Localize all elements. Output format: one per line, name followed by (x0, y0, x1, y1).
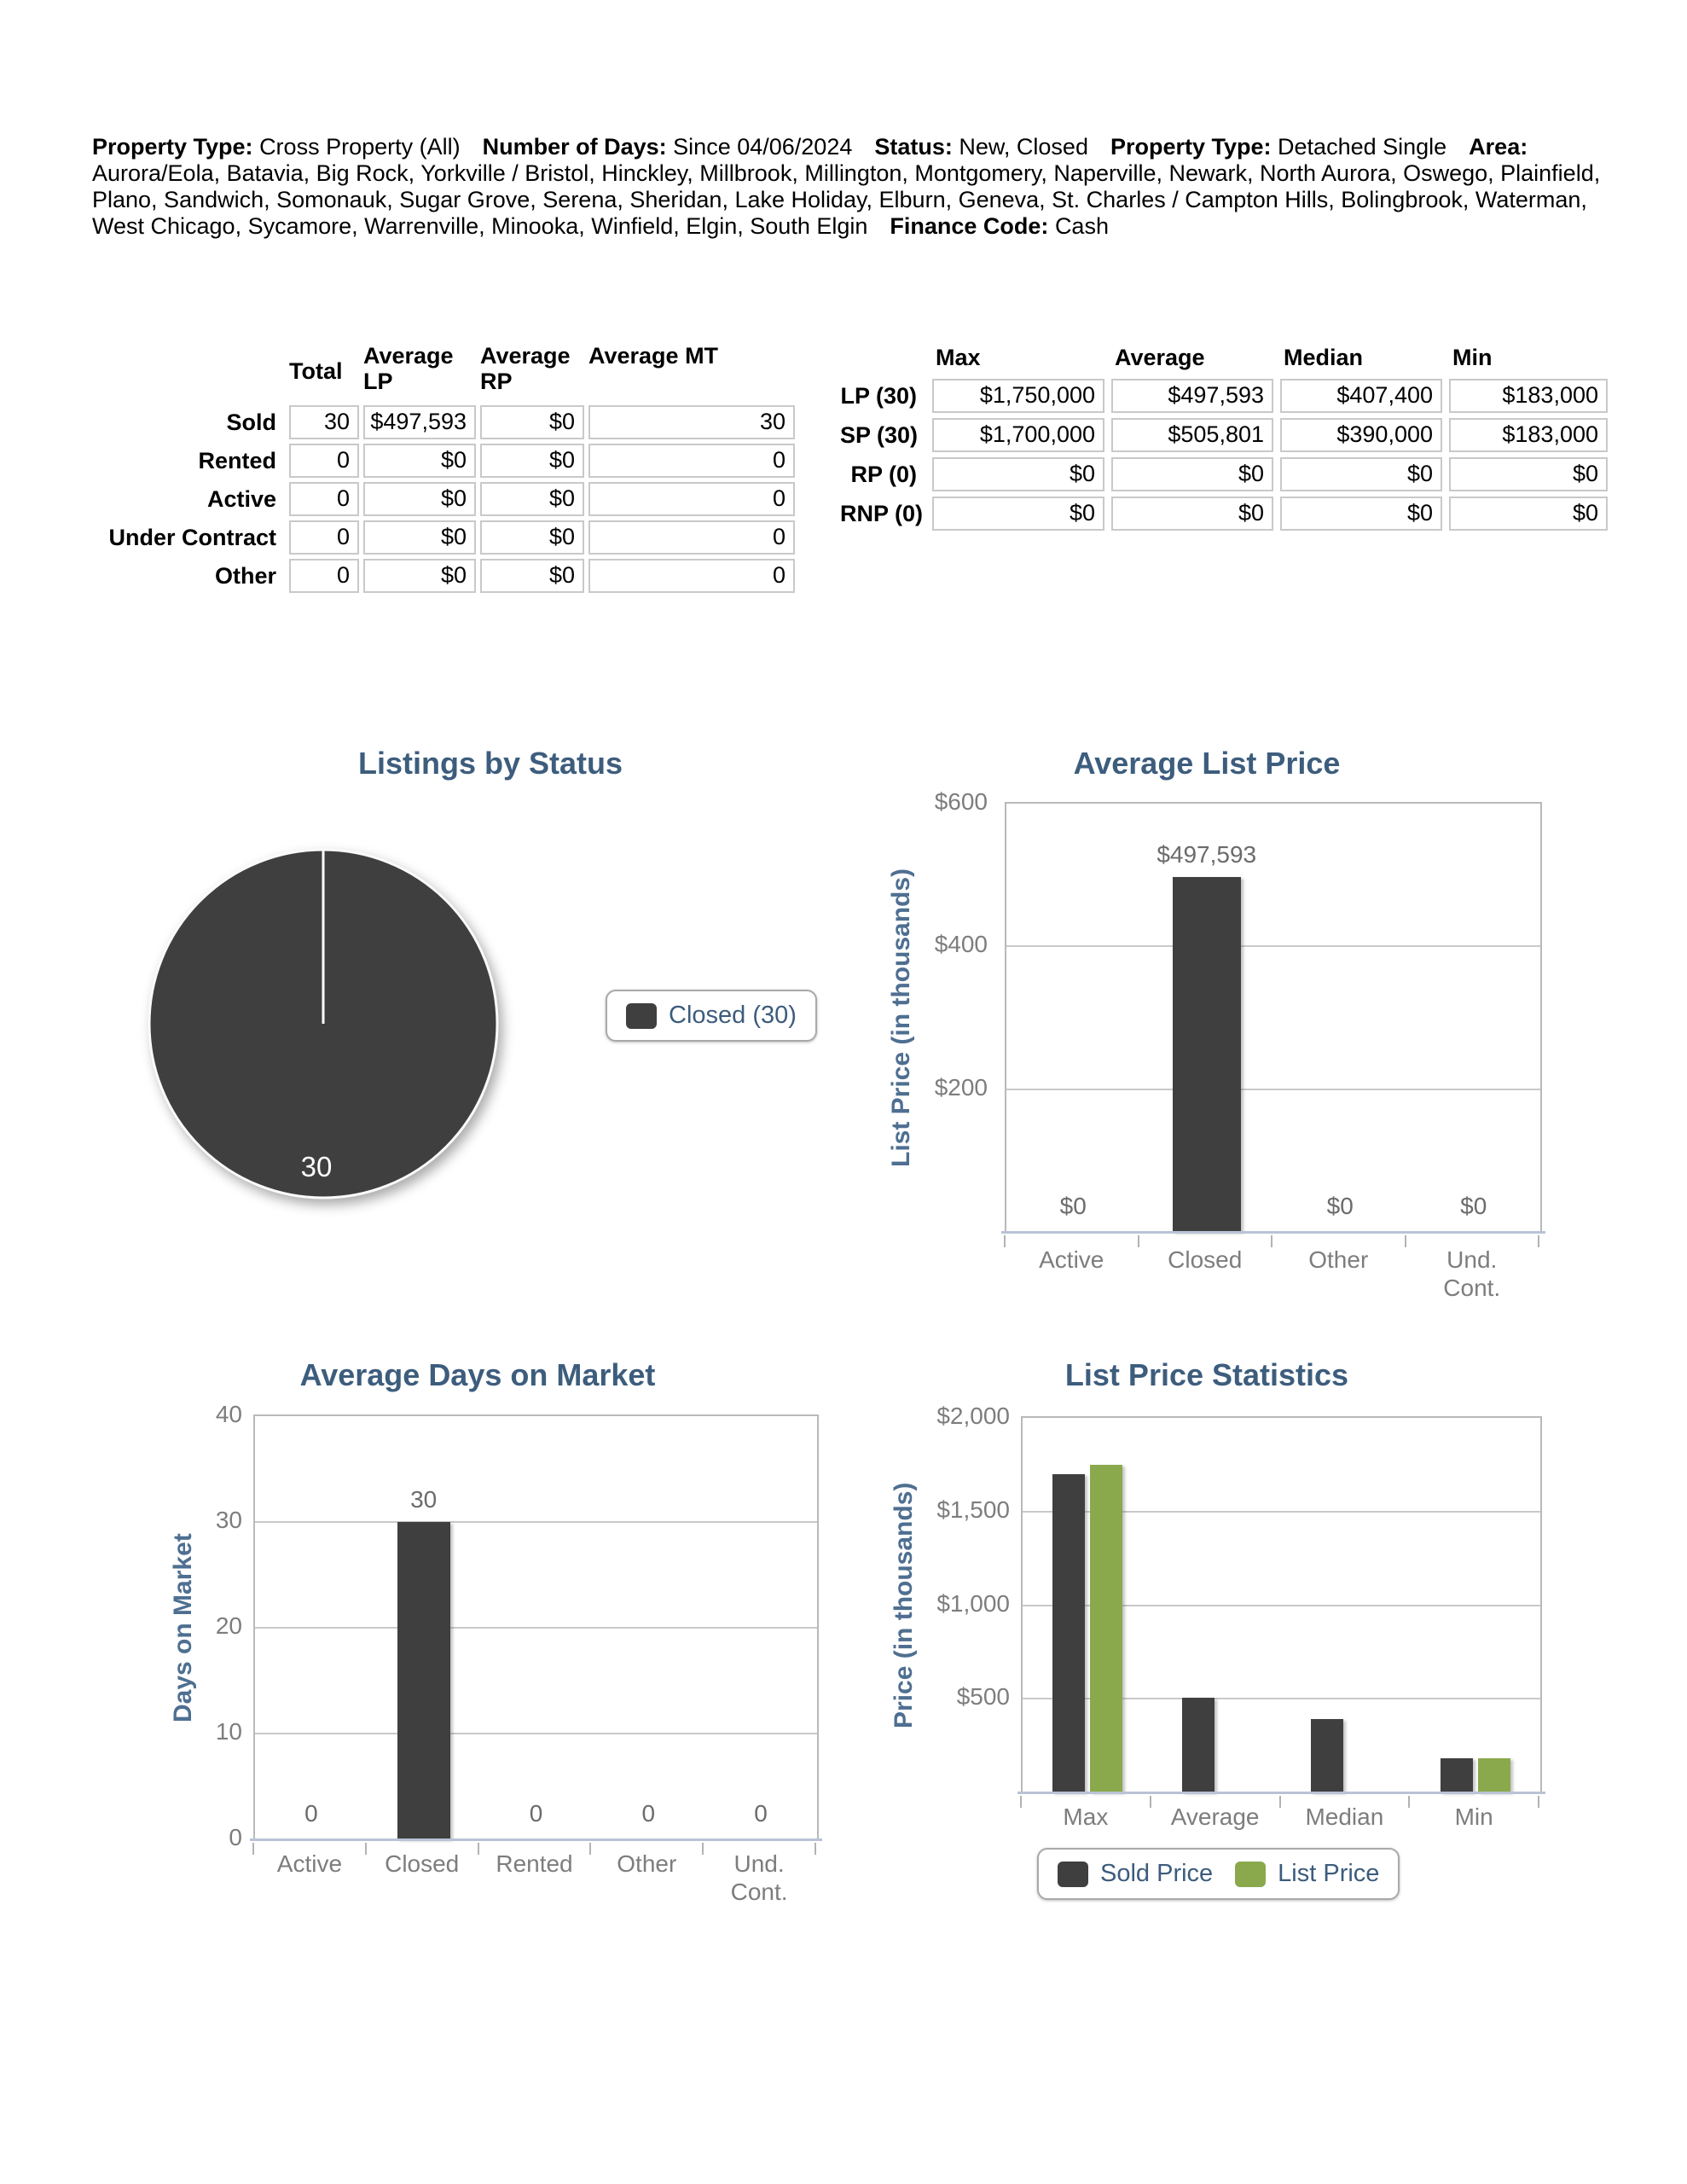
pie-slice-value-label: 30 (300, 1151, 333, 1182)
y-tick-label: $500 (956, 1683, 1010, 1711)
y-axis-label: Price (in thousands) (890, 1482, 918, 1728)
table-corner (840, 343, 925, 374)
bar-value-label: 0 (304, 1800, 318, 1827)
bar-value-label: $0 (1460, 1193, 1487, 1219)
bar-value-label: 0 (529, 1800, 543, 1827)
table-cell: 0 (289, 520, 359, 555)
table-cell: 0 (588, 559, 795, 593)
plot-area (1021, 1416, 1542, 1794)
bar-value-label: 30 (410, 1486, 438, 1513)
criteria-value: Since 04/06/2024 (673, 134, 853, 160)
criteria-value: Cash (1054, 213, 1109, 239)
y-axis-label: Days on Market (169, 1533, 197, 1722)
criteria-label: Area: (1469, 134, 1528, 160)
pie-chart (145, 845, 501, 1202)
column-header: Average LP (363, 343, 454, 394)
column-header: Average RP (480, 343, 571, 394)
y-tick-label: $2,000 (936, 1403, 1010, 1429)
table-cell: 0 (588, 482, 795, 516)
legend-label: Closed (30) (669, 1002, 797, 1029)
chart-title: List Price Statistics (1064, 1357, 1349, 1392)
table-cell: $0 (1449, 457, 1608, 491)
table-cell: $497,593 (363, 405, 476, 439)
closed-series-swatch (626, 1003, 657, 1029)
y-tick-label: $1,500 (936, 1496, 1010, 1523)
x-category-label: Average (1170, 1804, 1260, 1830)
bar (1311, 1719, 1343, 1792)
average-days-on-market-chart (111, 1357, 844, 1972)
list-price-statistics-chart (853, 1357, 1603, 1972)
criteria-value: Cross Property (All) (259, 134, 461, 160)
criteria-label: Number of Days: (482, 134, 667, 160)
sold-price-swatch (1058, 1862, 1088, 1887)
gridline (1006, 1089, 1540, 1090)
y-tick-label: 10 (215, 1718, 242, 1745)
y-axis-label: List Price (in thousands) (887, 868, 915, 1168)
table-cell: $0 (480, 520, 584, 555)
table-cell: $0 (1111, 457, 1273, 491)
table-cell: 0 (588, 444, 795, 478)
chart-title: Listings by Status (357, 746, 623, 781)
legend-label: List Price (1278, 1860, 1380, 1887)
chart-title: Average Days on Market (299, 1357, 656, 1392)
table-cell: $1,700,000 (932, 418, 1104, 452)
table-cell: $0 (480, 482, 584, 516)
criteria-value: Detached Single (1278, 134, 1447, 160)
plot-area (253, 1414, 819, 1841)
table-cell: $183,000 (1449, 379, 1608, 413)
table-cell: $0 (932, 497, 1104, 531)
row-header: LP (30) (840, 383, 917, 409)
legend-entry-list-price (1235, 1860, 1379, 1888)
table-cell: 0 (289, 444, 359, 478)
table-cell: 0 (588, 520, 795, 555)
gridline (255, 1521, 817, 1523)
price-series-legend (1037, 1848, 1400, 1900)
x-category-label: Max (1063, 1804, 1109, 1830)
criteria-label: Status: (874, 134, 953, 160)
table-cell: $407,400 (1280, 379, 1442, 413)
x-category-label: Closed (1168, 1246, 1243, 1273)
column-header: Min (1452, 345, 1493, 370)
criteria-value: New, Closed (959, 134, 1088, 160)
x-axis-labels (253, 1850, 819, 1918)
row-header: Sold (226, 410, 276, 435)
criteria-property-type (92, 134, 461, 160)
y-tick-label: 0 (229, 1824, 242, 1850)
status-summary-table (93, 341, 795, 593)
criteria-property-type-2 (1110, 134, 1446, 160)
table-cell: $1,750,000 (932, 379, 1104, 413)
table-cell: $0 (480, 444, 584, 478)
y-axis-ticks (882, 1403, 1010, 1791)
table-cell: $505,801 (1111, 418, 1273, 452)
table-corner (93, 341, 285, 401)
criteria-label: Property Type: (92, 134, 253, 160)
bar-value-label: $0 (1326, 1193, 1354, 1219)
table-cell: $0 (480, 405, 584, 439)
row-header: Active (206, 486, 276, 512)
row-header: Rented (198, 448, 276, 473)
y-tick-label: 20 (215, 1612, 242, 1639)
row-header: RP (0) (850, 462, 917, 487)
bar (1090, 1465, 1122, 1792)
table-cell: $0 (363, 559, 476, 593)
average-list-price-chart (853, 746, 1603, 1343)
x-category-label: Other (617, 1850, 677, 1877)
gridline (255, 1627, 817, 1629)
gridline (255, 1733, 817, 1734)
gridline (1006, 945, 1540, 947)
y-axis-ticks (126, 1401, 242, 1850)
bar (397, 1522, 450, 1839)
price-summary-table (840, 343, 1608, 531)
criteria-status (874, 134, 1088, 160)
x-category-label: Min (1454, 1804, 1493, 1830)
bar-value-label: $497,593 (1157, 840, 1257, 868)
column-header: Average (1115, 345, 1205, 370)
table-cell: $0 (1280, 457, 1442, 491)
row-header: Other (214, 563, 276, 589)
criteria-label: Property Type: (1110, 134, 1272, 160)
table-cell: $0 (363, 520, 476, 555)
table-cell: $390,000 (1280, 418, 1442, 452)
y-tick-label: 30 (215, 1507, 242, 1533)
criteria-finance-code (890, 213, 1109, 239)
row-header: SP (30) (840, 422, 919, 448)
bar (1478, 1758, 1510, 1792)
y-tick-label: $200 (934, 1073, 988, 1101)
column-header: Total (289, 358, 343, 384)
table-cell: 30 (289, 405, 359, 439)
table-cell: 0 (289, 559, 359, 593)
table-cell: $0 (363, 444, 476, 478)
criteria-label: Finance Code: (890, 213, 1049, 239)
x-category-label: Median (1305, 1804, 1384, 1830)
y-tick-label: $600 (934, 788, 988, 815)
y-tick-label: 40 (215, 1401, 242, 1427)
x-category-label: Active (276, 1850, 343, 1877)
y-axis-ticks (860, 788, 988, 1230)
x-axis-labels (1021, 1803, 1542, 1845)
table-cell: $497,593 (1111, 379, 1273, 413)
table-cell: 0 (289, 482, 359, 516)
x-category-label: Other (1308, 1246, 1369, 1273)
table-cell: $0 (480, 559, 584, 593)
x-axis-labels (1005, 1246, 1542, 1314)
pie-legend (606, 990, 817, 1042)
x-category-label: Rented (496, 1850, 573, 1877)
table-cell: 30 (588, 405, 795, 439)
table-cell: $0 (932, 457, 1104, 491)
criteria-value: Aurora/Eola, Batavia, Big Rock, Yorkville / Bristol, Hinckley, Millbrook, Millington, Montgomery, Naperville, Newark, North Aurora, Oswego, Plainfield, Plano, Sandwich, Somonauk, Sugar Grove, Serena, Sheridan, Lake Holiday, Elburn, Geneva, St. Charles / Campton Hills, Bolingbrook, Waterman, West Chicago, Sycamore, Warrenville, Minooka, Winfield, Elgin, South Elgin (92, 160, 1601, 239)
report-criteria (92, 134, 1603, 240)
x-category-label: Active (1039, 1246, 1104, 1273)
plot-area (1005, 802, 1542, 1234)
bar (1441, 1758, 1473, 1792)
x-category-label: Und. Cont. (730, 1850, 788, 1905)
y-tick-label: $1,000 (936, 1589, 1010, 1617)
column-header: Max (936, 345, 981, 370)
table-cell: $0 (1111, 497, 1273, 531)
table-cell: $183,000 (1449, 418, 1608, 452)
bar (1173, 877, 1241, 1232)
listings-by-status-chart (111, 746, 870, 1343)
bar (1182, 1698, 1215, 1792)
row-header: RNP (0) (840, 501, 924, 526)
row-header: Under Contract (108, 525, 276, 550)
table-cell: $0 (363, 482, 476, 516)
bar-value-label: $0 (1059, 1193, 1087, 1219)
table-cell: $0 (1449, 497, 1608, 531)
x-category-label: Closed (385, 1850, 460, 1877)
column-header: Average MT (588, 343, 719, 369)
bar-value-label: 0 (641, 1800, 656, 1827)
criteria-number-of-days (483, 134, 853, 160)
list-price-swatch (1235, 1862, 1266, 1887)
bar-value-label: 0 (754, 1800, 768, 1827)
y-tick-label: $400 (934, 931, 988, 958)
chart-title: Average List Price (1073, 746, 1341, 781)
bar (1052, 1474, 1085, 1792)
x-category-label: Und. Cont. (1443, 1246, 1501, 1301)
legend-label: Sold Price (1100, 1860, 1214, 1887)
table-cell: $0 (1280, 497, 1442, 531)
legend-entry-sold-price (1058, 1860, 1213, 1888)
column-header: Median (1284, 345, 1364, 370)
